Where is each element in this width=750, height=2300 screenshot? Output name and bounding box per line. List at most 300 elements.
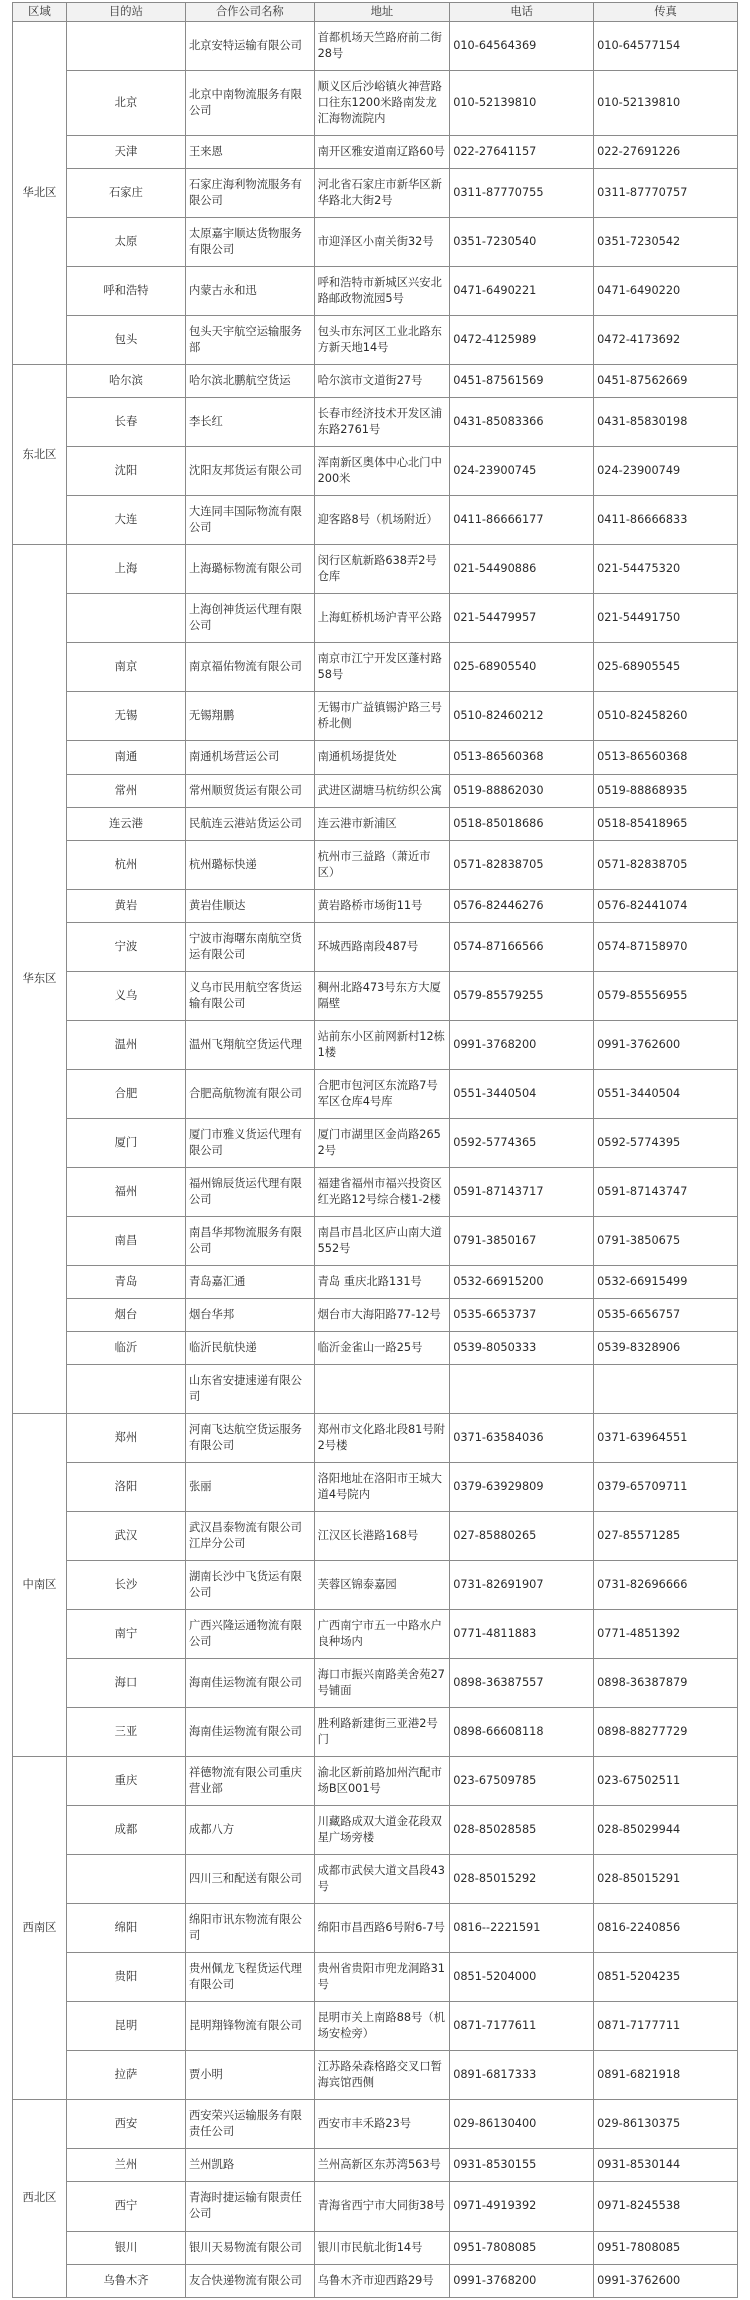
- table-row: [13, 1904, 738, 1953]
- phone-cell: 0991-3768200: [450, 1020, 594, 1069]
- address-cell: 闵行区航新路638弄2号仓库: [314, 545, 450, 594]
- table-row: [13, 545, 738, 594]
- company-cell: 兰州凯路: [185, 2149, 314, 2182]
- phone-cell: 0311-87770755: [450, 169, 594, 218]
- phone-cell: 0592-5774365: [450, 1118, 594, 1167]
- fax-cell: 010-64577154: [594, 22, 738, 71]
- phone-cell: 0816--2221591: [450, 1904, 594, 1953]
- table-row: [13, 2149, 738, 2182]
- fax-cell: 0539-8328906: [594, 1331, 738, 1364]
- address-cell: 迎客路8号（机场附近）: [314, 496, 450, 545]
- phone-cell: 021-54479957: [450, 594, 594, 643]
- fax-cell: 0771-4851392: [594, 1610, 738, 1659]
- destination-cell: 银川: [66, 2231, 185, 2264]
- destination-cell: 贵阳: [66, 1953, 185, 2002]
- phone-cell: 028-85028585: [450, 1806, 594, 1855]
- table-row: [13, 2182, 738, 2231]
- address-cell: 芙蓉区锦泰嘉园: [314, 1561, 450, 1610]
- phone-cell: 0991-3768200: [450, 2264, 594, 2297]
- fax-cell: 0731-82696666: [594, 1561, 738, 1610]
- company-cell: 宁波市海曙东南航空货运有限公司: [185, 922, 314, 971]
- destination-cell: 义乌: [66, 971, 185, 1020]
- company-cell: 海南佳运物流有限公司: [185, 1659, 314, 1708]
- phone-cell: 0898-36387557: [450, 1659, 594, 1708]
- destination-cell: 常州: [66, 774, 185, 807]
- address-cell: 绵阳市昌西路6号附6-7号: [314, 1904, 450, 1953]
- company-cell: 合肥高航物流有限公司: [185, 1069, 314, 1118]
- address-cell: 长春市经济技术开发区浦东路2761号: [314, 398, 450, 447]
- destination-cell: 临沂: [66, 1331, 185, 1364]
- destination-cell: 宁波: [66, 922, 185, 971]
- header-address: 地址: [314, 3, 450, 22]
- fax-cell: 0532-66915499: [594, 1265, 738, 1298]
- table-row: [13, 2051, 738, 2100]
- destination-cell: 温州: [66, 1020, 185, 1069]
- company-cell: 烟台华邦: [185, 1298, 314, 1331]
- address-cell: 江苏路朵森格路交叉口暂海宾馆西侧: [314, 2051, 450, 2100]
- destination-cell: 天津: [66, 136, 185, 169]
- company-cell: 上海璐标物流有限公司: [185, 545, 314, 594]
- table-row: [13, 1708, 738, 1757]
- header-company: 合作公司名称: [185, 3, 314, 22]
- fax-cell: 0871-7177711: [594, 2002, 738, 2051]
- table-row: [13, 1167, 738, 1216]
- fax-cell: 0574-87158970: [594, 922, 738, 971]
- fax-cell: [594, 1364, 738, 1413]
- company-cell: 南通机场营运公司: [185, 741, 314, 774]
- destination-cell: 拉萨: [66, 2051, 185, 2100]
- company-cell: 北京安特运输有限公司: [185, 22, 314, 71]
- phone-cell: 027-85880265: [450, 1512, 594, 1561]
- destination-cell: 海口: [66, 1659, 185, 1708]
- destination-cell: 长春: [66, 398, 185, 447]
- destination-cell: 无锡: [66, 692, 185, 741]
- address-cell: 青岛 重庆北路131号: [314, 1265, 450, 1298]
- company-cell: 内蒙古永和迅: [185, 267, 314, 316]
- phone-cell: 0371-63584036: [450, 1413, 594, 1462]
- fax-cell: 0991-3762600: [594, 1020, 738, 1069]
- fax-cell: 024-23900749: [594, 447, 738, 496]
- table-row: [13, 447, 738, 496]
- fax-cell: 0510-82458260: [594, 692, 738, 741]
- table-row: [13, 1610, 738, 1659]
- address-cell: 乌鲁木齐市迎西路29号: [314, 2264, 450, 2297]
- table-row: [13, 594, 738, 643]
- header-phone: 电话: [450, 3, 594, 22]
- phone-cell: 0551-3440504: [450, 1069, 594, 1118]
- address-cell: [314, 1364, 450, 1413]
- destination-cell: 厦门: [66, 1118, 185, 1167]
- table-row: [13, 1757, 738, 1806]
- phone-cell: 0518-85018686: [450, 807, 594, 840]
- fax-cell: 0431-85830198: [594, 398, 738, 447]
- fax-cell: 0513-86560368: [594, 741, 738, 774]
- company-cell: 湖南长沙中飞货运有限公司: [185, 1561, 314, 1610]
- fax-cell: 022-27691226: [594, 136, 738, 169]
- destination-cell: 洛阳: [66, 1463, 185, 1512]
- fax-cell: 0579-85556955: [594, 971, 738, 1020]
- header-region: 区域: [13, 3, 67, 22]
- fax-cell: 0791-3850675: [594, 1216, 738, 1265]
- company-cell: 哈尔滨北鹏航空货运: [185, 365, 314, 398]
- phone-cell: 0539-8050333: [450, 1331, 594, 1364]
- phone-cell: 0771-4811883: [450, 1610, 594, 1659]
- address-cell: 哈尔滨市文道街27号: [314, 365, 450, 398]
- phone-cell: 025-68905540: [450, 643, 594, 692]
- fax-cell: 0379-65709711: [594, 1463, 738, 1512]
- table-row: [13, 643, 738, 692]
- table-row: [13, 1561, 738, 1610]
- table-row: [13, 807, 738, 840]
- address-cell: 川藏路成双大道金花段双星广场旁楼: [314, 1806, 450, 1855]
- company-cell: 祥德物流有限公司重庆营业部: [185, 1757, 314, 1806]
- company-cell: 西安荣兴运输服务有限责任公司: [185, 2100, 314, 2149]
- phone-cell: 0579-85579255: [450, 971, 594, 1020]
- phone-cell: 0971-4919392: [450, 2182, 594, 2231]
- table-row: [13, 218, 738, 267]
- destination-cell: 烟台: [66, 1298, 185, 1331]
- destination-cell: 南京: [66, 643, 185, 692]
- region-cell: 中南区: [13, 1413, 67, 1756]
- fax-cell: 0991-3762600: [594, 2264, 738, 2297]
- destination-cell: 沈阳: [66, 447, 185, 496]
- company-cell: 南昌华邦物流服务有限公司: [185, 1216, 314, 1265]
- table-row: [13, 496, 738, 545]
- destination-cell: 南昌: [66, 1216, 185, 1265]
- table-row: [13, 1413, 738, 1462]
- phone-cell: 0510-82460212: [450, 692, 594, 741]
- address-cell: 南通机场提货处: [314, 741, 450, 774]
- fax-cell: 027-85571285: [594, 1512, 738, 1561]
- phone-cell: 0574-87166566: [450, 922, 594, 971]
- destination-cell: 南通: [66, 741, 185, 774]
- address-cell: 环城西路南段487号: [314, 922, 450, 971]
- header-destination: 目的站: [66, 3, 185, 22]
- address-cell: 烟台市大海阳路77-12号: [314, 1298, 450, 1331]
- destination-cell: 上海: [66, 545, 185, 594]
- address-cell: 昆明市关上南路88号（机场安检旁）: [314, 2002, 450, 2051]
- company-cell: 石家庄海利物流服务有限公司: [185, 169, 314, 218]
- phone-cell: 0379-63929809: [450, 1463, 594, 1512]
- address-cell: 上海虹桥机场沪青平公路: [314, 594, 450, 643]
- destination-cell: 兰州: [66, 2149, 185, 2182]
- table-row: [13, 840, 738, 889]
- address-cell: 成都市武侯大道文昌段43号: [314, 1855, 450, 1904]
- table-row: [13, 1265, 738, 1298]
- address-cell: 无锡市广益镇锡沪路三号桥北侧: [314, 692, 450, 741]
- company-cell: 上海创神货运代理有限公司: [185, 594, 314, 643]
- company-cell: 厦门市雅义货运代理有限公司: [185, 1118, 314, 1167]
- address-cell: 郑州市文化路北段81号附2号楼: [314, 1413, 450, 1462]
- address-cell: 江汉区长港路168号: [314, 1512, 450, 1561]
- table-row: [13, 971, 738, 1020]
- fax-cell: 0551-3440504: [594, 1069, 738, 1118]
- company-cell: 贾小明: [185, 2051, 314, 2100]
- address-cell: 银川市民航北街14号: [314, 2231, 450, 2264]
- table-row: [13, 398, 738, 447]
- company-cell: 大连同丰国际物流有限公司: [185, 496, 314, 545]
- address-cell: 南京市江宁开发区蓬村路58号: [314, 643, 450, 692]
- address-cell: 合肥市包河区东流路7号军区仓库4号库: [314, 1069, 450, 1118]
- company-cell: 友合快递物流有限公司: [185, 2264, 314, 2297]
- table-row: [13, 889, 738, 922]
- company-cell: 王来恩: [185, 136, 314, 169]
- contact-table: [12, 2, 738, 2298]
- phone-cell: 0471-6490221: [450, 267, 594, 316]
- table-row: [13, 741, 738, 774]
- table-row: [13, 1953, 738, 2002]
- table-row: [13, 2002, 738, 2051]
- address-cell: 黄岩路桥市场街11号: [314, 889, 450, 922]
- table-row: [13, 2100, 738, 2149]
- company-cell: 福州锦辰货运代理有限公司: [185, 1167, 314, 1216]
- phone-cell: 0576-82446276: [450, 889, 594, 922]
- address-cell: 青海省西宁市大同街38号: [314, 2182, 450, 2231]
- table-row: [13, 2264, 738, 2297]
- header-fax: 传真: [594, 3, 738, 22]
- address-cell: 河北省石家庄市新华区新华路北大街2号: [314, 169, 450, 218]
- company-cell: 民航连云港站货运公司: [185, 807, 314, 840]
- company-cell: 银川天易物流有限公司: [185, 2231, 314, 2264]
- company-cell: 广西兴隆运通物流有限公司: [185, 1610, 314, 1659]
- fax-cell: 0898-88277729: [594, 1708, 738, 1757]
- fax-cell: 0571-82838705: [594, 840, 738, 889]
- company-cell: 贵州佩龙飞程货运代理有限公司: [185, 1953, 314, 2002]
- address-cell: 厦门市湖里区金尚路2652号: [314, 1118, 450, 1167]
- company-cell: 包头天宇航空运输服务部: [185, 316, 314, 365]
- address-cell: 贵州省贵阳市兜龙洞路31号: [314, 1953, 450, 2002]
- destination-cell: [66, 1364, 185, 1413]
- company-cell: 张丽: [185, 1463, 314, 1512]
- fax-cell: 010-52139810: [594, 71, 738, 136]
- address-cell: 南开区雅安道南辽路60号: [314, 136, 450, 169]
- destination-cell: [66, 1855, 185, 1904]
- destination-cell: 连云港: [66, 807, 185, 840]
- address-cell: 西安市丰禾路23号: [314, 2100, 450, 2149]
- table-row: [13, 365, 738, 398]
- address-cell: 稠州北路473号东方大厦隔壁: [314, 971, 450, 1020]
- phone-cell: 0431-85083366: [450, 398, 594, 447]
- table-row: [13, 71, 738, 136]
- address-cell: 连云港市新浦区: [314, 807, 450, 840]
- table-row: [13, 1331, 738, 1364]
- company-cell: 常州顺贸货运有限公司: [185, 774, 314, 807]
- address-cell: 渝北区新前路加州汽配市场B区001号: [314, 1757, 450, 1806]
- phone-cell: 0351-7230540: [450, 218, 594, 267]
- header-row: [13, 3, 738, 22]
- fax-cell: 0592-5774395: [594, 1118, 738, 1167]
- company-cell: 山东省安捷速递有限公司: [185, 1364, 314, 1413]
- phone-cell: 0891-6817333: [450, 2051, 594, 2100]
- destination-cell: 石家庄: [66, 169, 185, 218]
- phone-cell: 0898-66608118: [450, 1708, 594, 1757]
- table-row: [13, 1855, 738, 1904]
- fax-cell: 0471-6490220: [594, 267, 738, 316]
- fax-cell: 0851-5204235: [594, 1953, 738, 2002]
- region-cell: 西南区: [13, 1757, 67, 2100]
- phone-cell: 0931-8530155: [450, 2149, 594, 2182]
- table-row: [13, 1364, 738, 1413]
- address-cell: 武进区湖塘马杭纺织公寓: [314, 774, 450, 807]
- table-row: [13, 1463, 738, 1512]
- destination-cell: [66, 594, 185, 643]
- company-cell: 青海时捷运输有限责任公司: [185, 2182, 314, 2231]
- destination-cell: 青岛: [66, 1265, 185, 1298]
- fax-cell: 0518-85418965: [594, 807, 738, 840]
- address-cell: 福建省福州市福兴投资区红光路12号综合楼1-2楼: [314, 1167, 450, 1216]
- fax-cell: 021-54491750: [594, 594, 738, 643]
- destination-cell: 哈尔滨: [66, 365, 185, 398]
- fax-cell: 0519-88868935: [594, 774, 738, 807]
- fax-cell: 023-67502511: [594, 1757, 738, 1806]
- address-cell: 市迎泽区小南关街32号: [314, 218, 450, 267]
- destination-cell: 太原: [66, 218, 185, 267]
- address-cell: 海口市振兴南路美舍苑27号铺面: [314, 1659, 450, 1708]
- fax-cell: 0371-63964551: [594, 1413, 738, 1462]
- fax-cell: 0576-82441074: [594, 889, 738, 922]
- phone-cell: 0591-87143717: [450, 1167, 594, 1216]
- company-cell: 沈阳友邦货运有限公司: [185, 447, 314, 496]
- destination-cell: 西安: [66, 2100, 185, 2149]
- phone-cell: 023-67509785: [450, 1757, 594, 1806]
- company-cell: 武汉昌泰物流有限公司江岸分公司: [185, 1512, 314, 1561]
- destination-cell: 黄岩: [66, 889, 185, 922]
- destination-cell: 长沙: [66, 1561, 185, 1610]
- table-row: [13, 1216, 738, 1265]
- fax-cell: 028-85029944: [594, 1806, 738, 1855]
- phone-cell: 0791-3850167: [450, 1216, 594, 1265]
- phone-cell: 021-54490886: [450, 545, 594, 594]
- region-cell: 东北区: [13, 365, 67, 545]
- destination-cell: 南宁: [66, 1610, 185, 1659]
- company-cell: 无锡翔鹏: [185, 692, 314, 741]
- phone-cell: 0951-7808085: [450, 2231, 594, 2264]
- table-row: [13, 136, 738, 169]
- phone-cell: [450, 1364, 594, 1413]
- fax-cell: 0451-87562669: [594, 365, 738, 398]
- address-cell: 兰州高新区东苏湾563号: [314, 2149, 450, 2182]
- fax-cell: 0931-8530144: [594, 2149, 738, 2182]
- table-row: [13, 922, 738, 971]
- fax-cell: 021-54475320: [594, 545, 738, 594]
- destination-cell: 武汉: [66, 1512, 185, 1561]
- destination-cell: 北京: [66, 71, 185, 136]
- table-body: [13, 22, 738, 2298]
- table-row: [13, 692, 738, 741]
- company-cell: 杭州璐标快递: [185, 840, 314, 889]
- phone-cell: 028-85015292: [450, 1855, 594, 1904]
- fax-cell: 0535-6656757: [594, 1298, 738, 1331]
- phone-cell: 0513-86560368: [450, 741, 594, 774]
- phone-cell: 0519-88862030: [450, 774, 594, 807]
- fax-cell: 0891-6821918: [594, 2051, 738, 2100]
- table-row: [13, 1298, 738, 1331]
- destination-cell: 郑州: [66, 1413, 185, 1462]
- company-cell: 温州飞翔航空货运代理: [185, 1020, 314, 1069]
- region-cell: 华东区: [13, 545, 67, 1414]
- table-row: [13, 1806, 738, 1855]
- phone-cell: 0535-6653737: [450, 1298, 594, 1331]
- destination-cell: 乌鲁木齐: [66, 2264, 185, 2297]
- company-cell: 昆明翔锋物流有限公司: [185, 2002, 314, 2051]
- destination-cell: 福州: [66, 1167, 185, 1216]
- destination-cell: 呼和浩特: [66, 267, 185, 316]
- region-cell: 西北区: [13, 2100, 67, 2297]
- fax-cell: 0971-8245538: [594, 2182, 738, 2231]
- table-row: [13, 2231, 738, 2264]
- company-cell: 义乌市民用航空客货运输有限公司: [185, 971, 314, 1020]
- phone-cell: 0472-4125989: [450, 316, 594, 365]
- address-cell: 广西南宁市五一中路水户良种场内: [314, 1610, 450, 1659]
- phone-cell: 010-64564369: [450, 22, 594, 71]
- destination-cell: 昆明: [66, 2002, 185, 2051]
- fax-cell: 0472-4173692: [594, 316, 738, 365]
- fax-cell: 025-68905545: [594, 643, 738, 692]
- fax-cell: 029-86130375: [594, 2100, 738, 2149]
- phone-cell: 029-86130400: [450, 2100, 594, 2149]
- destination-cell: [66, 22, 185, 71]
- table-row: [13, 1020, 738, 1069]
- address-cell: 临沂金雀山一路25号: [314, 1331, 450, 1364]
- company-cell: 北京中南物流服务有限公司: [185, 71, 314, 136]
- phone-cell: 0731-82691907: [450, 1561, 594, 1610]
- address-cell: 洛阳地址在洛阳市王城大道4号院内: [314, 1463, 450, 1512]
- destination-cell: 包头: [66, 316, 185, 365]
- destination-cell: 成都: [66, 1806, 185, 1855]
- address-cell: 浑南新区奥体中心北门中200米: [314, 447, 450, 496]
- phone-cell: 010-52139810: [450, 71, 594, 136]
- table-row: [13, 316, 738, 365]
- address-cell: 胜利路新建街三亚港2号门: [314, 1708, 450, 1757]
- address-cell: 首都机场天竺路府前二街28号: [314, 22, 450, 71]
- phone-cell: 022-27641157: [450, 136, 594, 169]
- fax-cell: 0411-86666833: [594, 496, 738, 545]
- company-cell: 四川三和配送有限公司: [185, 1855, 314, 1904]
- address-cell: 呼和浩特市新城区兴安北路邮政物流园5号: [314, 267, 450, 316]
- address-cell: 顺义区后沙峪镇火神营路口往东1200米路南发龙汇海物流院内: [314, 71, 450, 136]
- phone-cell: 024-23900745: [450, 447, 594, 496]
- company-cell: 南京福佑物流有限公司: [185, 643, 314, 692]
- phone-cell: 0451-87561569: [450, 365, 594, 398]
- table-row: [13, 267, 738, 316]
- table-row: [13, 1118, 738, 1167]
- fax-cell: 0951-7808085: [594, 2231, 738, 2264]
- destination-cell: 杭州: [66, 840, 185, 889]
- company-cell: 临沂民航快递: [185, 1331, 314, 1364]
- destination-cell: 西宁: [66, 2182, 185, 2231]
- destination-cell: 绵阳: [66, 1904, 185, 1953]
- table-row: [13, 1069, 738, 1118]
- phone-cell: 0871-7177611: [450, 2002, 594, 2051]
- phone-cell: 0532-66915200: [450, 1265, 594, 1298]
- fax-cell: 0898-36387879: [594, 1659, 738, 1708]
- destination-cell: 合肥: [66, 1069, 185, 1118]
- address-cell: 包头市东河区工业北路东方新天地14号: [314, 316, 450, 365]
- phone-cell: 0411-86666177: [450, 496, 594, 545]
- table-row: [13, 774, 738, 807]
- phone-cell: 0851-5204000: [450, 1953, 594, 2002]
- company-cell: 海南佳运物流有限公司: [185, 1708, 314, 1757]
- table-row: [13, 169, 738, 218]
- company-cell: 青岛嘉汇通: [185, 1265, 314, 1298]
- table-row: [13, 1512, 738, 1561]
- region-cell: 华北区: [13, 22, 67, 365]
- fax-cell: 0591-87143747: [594, 1167, 738, 1216]
- company-cell: 绵阳市讯东物流有限公司: [185, 1904, 314, 1953]
- fax-cell: 0816-2240856: [594, 1904, 738, 1953]
- table-row: [13, 1659, 738, 1708]
- address-cell: 南昌市昌北区庐山南大道552号: [314, 1216, 450, 1265]
